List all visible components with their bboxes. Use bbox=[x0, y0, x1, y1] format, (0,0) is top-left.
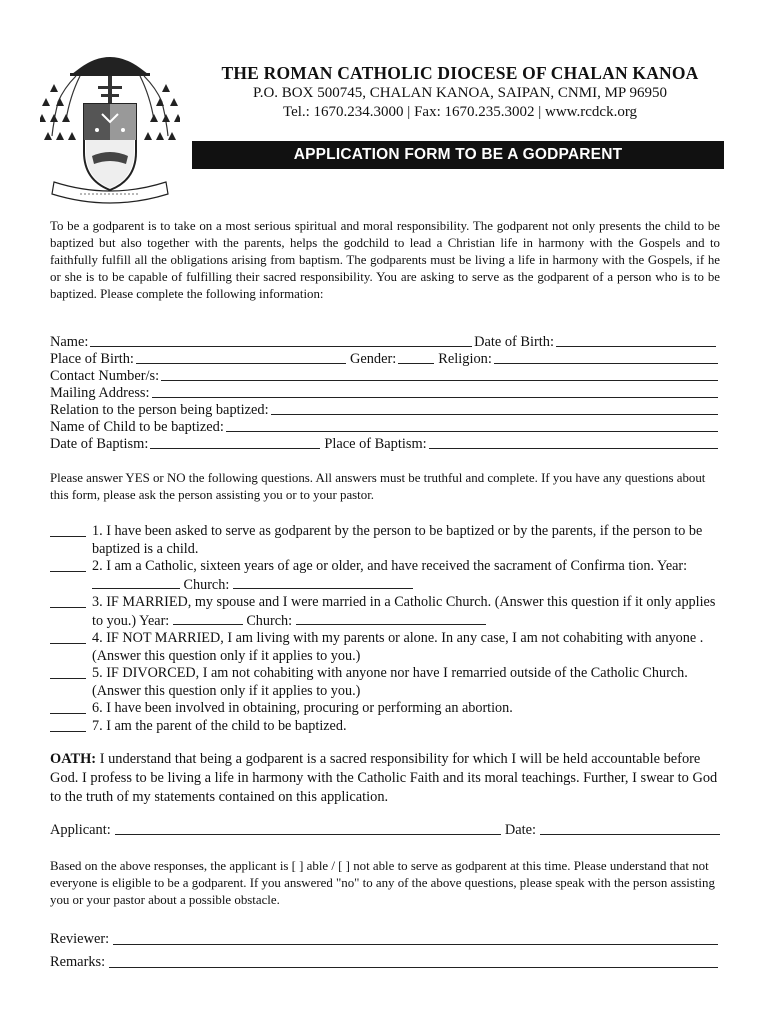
marriage-year-field[interactable] bbox=[173, 612, 243, 625]
question-7-text: 7. I am the parent of the child to be baptized. bbox=[92, 717, 347, 734]
dob-label: Date of Birth: bbox=[474, 334, 554, 350]
answer-field-4[interactable] bbox=[50, 630, 86, 644]
applicant-signature bbox=[50, 822, 720, 839]
contact-row bbox=[50, 368, 720, 385]
oath-paragraph bbox=[50, 750, 720, 807]
name-row bbox=[50, 334, 720, 351]
answer-field-6[interactable] bbox=[50, 700, 86, 714]
confirmation-year-field[interactable] bbox=[92, 576, 180, 589]
contact-label: Contact Number/s: bbox=[50, 368, 160, 384]
diocese-header bbox=[190, 62, 730, 122]
oath-text: I understand that being a godparent is a sacred responsibility for which I will be held accountable before God. I profess to be living a life in harmony with the Catholic Faith and its moral teachings. Further, I swear to God to the truth of my statements contained on this application. bbox=[50, 751, 718, 805]
baptism-date-field[interactable] bbox=[150, 436, 320, 449]
intro-paragraph: To be a godparent is to take on a most serious spiritual and moral responsibility. The godparent not only presents the child to be baptized but also together with the parents, helps the godchild to lead a Christian life in harmony with the Gospels and to faithfully fulfill all the obligations arising from baptism. The godparents must be living a life in harmony with the Gospels, if he or she is to be capable of fulfilling their sacred responsibility. You are asking to serve as the godparent of a person who is to be baptized. Please complete the following information: bbox=[50, 219, 720, 301]
applicant-info-fields bbox=[50, 334, 720, 453]
questions-list bbox=[50, 523, 720, 735]
marriage-church-field[interactable] bbox=[296, 612, 486, 625]
baptism-place-label: Place of Baptism: bbox=[324, 436, 427, 452]
confirmation-church-field[interactable] bbox=[233, 576, 413, 589]
remarks-row bbox=[50, 951, 720, 974]
baptism-date-label: Date of Baptism: bbox=[50, 436, 149, 452]
child-label: Name of Child to be baptized: bbox=[50, 419, 224, 435]
contact-field[interactable] bbox=[161, 368, 718, 381]
question-2-text: 2. I am a Catholic, sixteen years of age or older, and have received the sacrament of Confirma tion. Year: bbox=[92, 558, 688, 574]
gender-label: Gender: bbox=[349, 351, 397, 367]
applicant-date-field[interactable] bbox=[540, 822, 720, 835]
question-5 bbox=[50, 665, 720, 700]
child-row bbox=[50, 419, 720, 436]
diocese-title: THE ROMAN CATHOLIC DIOCESE OF CHALAN KANOA bbox=[221, 63, 699, 83]
review-section bbox=[50, 928, 720, 974]
diocese-address: P.O. BOX 500745, CHALAN KANOA, SAIPAN, CNMI, MP 96950 bbox=[253, 85, 667, 101]
mailing-field[interactable] bbox=[152, 385, 718, 398]
mailing-row bbox=[50, 385, 720, 402]
pob-field[interactable] bbox=[136, 351, 346, 364]
question-3-church-label: Church: bbox=[246, 612, 293, 629]
applicant-row bbox=[50, 822, 720, 839]
answer-field-5[interactable] bbox=[50, 665, 86, 679]
question-6 bbox=[50, 700, 720, 718]
mailing-label: Mailing Address: bbox=[50, 385, 150, 401]
eligibility-result: Based on the above responses, the applicant is [ ] able / [ ] not able to serve as godparent at this time. Please understand that not everyone is eligible to be a godparent. If you answered "no" to any of the above questions, please speak with the person assisting you or your pastor about a possible obstacle. bbox=[50, 859, 715, 907]
answer-field-3[interactable] bbox=[50, 594, 86, 608]
reviewer-label: Reviewer: bbox=[50, 931, 110, 947]
name-label: Name: bbox=[50, 334, 89, 350]
name-field[interactable] bbox=[90, 334, 472, 347]
question-2 bbox=[50, 558, 720, 594]
relation-row bbox=[50, 402, 720, 419]
reviewer-row bbox=[50, 928, 720, 951]
question-4 bbox=[50, 630, 720, 665]
relation-label: Relation to the person being baptized: bbox=[50, 402, 269, 418]
question-3-text: 3. IF MARRIED, my spouse and I were married in a Catholic Church. (Answer this question if it only applies to you.) Year: bbox=[92, 594, 716, 629]
remarks-label: Remarks: bbox=[50, 954, 106, 970]
question-4-text: 4. IF NOT MARRIED, I am living with my parents or alone. In any case, I am not cohabiting with anyone . (Answer this question only if it applies to you.) bbox=[92, 630, 704, 664]
reviewer-field[interactable] bbox=[113, 928, 718, 945]
dob-field[interactable] bbox=[556, 334, 716, 347]
oath-label: OATH: bbox=[50, 751, 97, 767]
child-field[interactable] bbox=[226, 419, 718, 432]
question-6-text: 6. I have been involved in obtaining, procuring or performing an abortion. bbox=[92, 700, 513, 716]
religion-field[interactable] bbox=[494, 351, 718, 364]
applicant-date-label: Date: bbox=[504, 822, 536, 838]
diocese-crest-icon bbox=[40, 40, 180, 205]
baptism-place-field[interactable] bbox=[429, 436, 718, 449]
birth-row bbox=[50, 351, 720, 368]
remarks-field[interactable] bbox=[109, 951, 718, 968]
diocese-contact: Tel.: 1670.234.3000 | Fax: 1670.235.3002 | www.rcdck.org bbox=[282, 104, 638, 120]
question-7 bbox=[50, 718, 720, 736]
question-1-text: 1. I have been asked to serve as godparent by the person to be baptized or by the parents, if the person to be baptized is a child. bbox=[92, 523, 703, 557]
gender-field[interactable] bbox=[398, 351, 434, 364]
religion-label: Religion: bbox=[438, 351, 492, 367]
form-title-banner: APPLICATION FORM TO BE A GODPARENT bbox=[192, 141, 724, 169]
answer-field-2[interactable] bbox=[50, 558, 86, 572]
applicant-label: Applicant: bbox=[50, 822, 111, 838]
question-instructions: Please answer YES or NO the following questions. All answers must be truthful and complete. If you have any questions about this form, please ask the person assisting you or to your pastor. bbox=[50, 471, 706, 502]
applicant-field[interactable] bbox=[115, 822, 501, 835]
baptism-row bbox=[50, 436, 720, 453]
question-1 bbox=[50, 523, 720, 558]
pob-label: Place of Birth: bbox=[50, 351, 134, 367]
question-5-text: 5. IF DIVORCED, I am not cohabiting with anyone nor have I remarried outside of the Catholic Church. (Answer this question only if it applies to you.) bbox=[92, 665, 688, 699]
answer-field-1[interactable] bbox=[50, 523, 86, 537]
question-3 bbox=[50, 594, 720, 630]
answer-field-7[interactable] bbox=[50, 718, 86, 732]
question-2-church-label: Church: bbox=[183, 576, 230, 593]
relation-field[interactable] bbox=[271, 402, 718, 415]
